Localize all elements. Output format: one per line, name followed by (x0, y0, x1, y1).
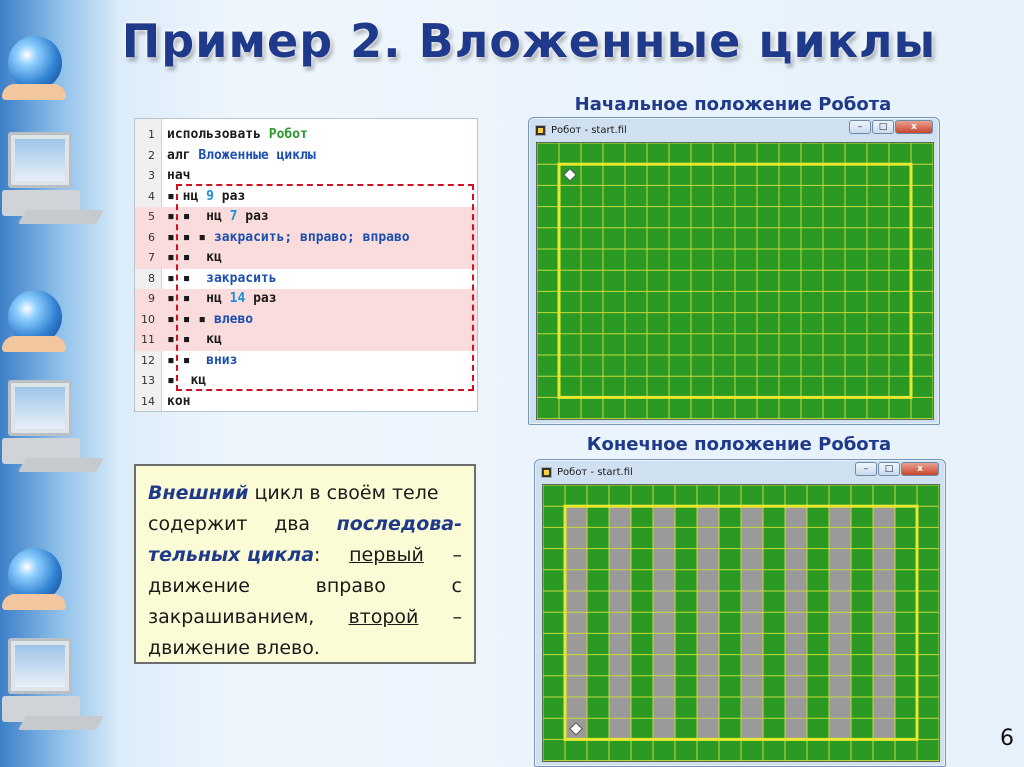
computer-icon (2, 124, 72, 224)
code-line (135, 392, 477, 413)
painted-cell (741, 676, 763, 697)
code-text (167, 289, 277, 310)
code-token: нач (167, 168, 191, 183)
code-token: ▪ ▪ нц (167, 291, 230, 306)
term-first: первый (349, 544, 424, 566)
line-number: 7 (148, 251, 155, 264)
painted-cell (653, 718, 675, 739)
painted-cell (741, 527, 763, 548)
code-token: раз (213, 188, 246, 204)
painted-cell (741, 718, 763, 739)
painted-cell (829, 718, 851, 739)
painted-cell (697, 633, 719, 654)
code-token: влево (213, 311, 254, 327)
code-token: использовать (167, 127, 269, 142)
painted-cell (653, 549, 675, 570)
code-text (167, 146, 316, 167)
line-number: 13 (141, 374, 155, 387)
code-text (167, 330, 222, 351)
painted-cell (653, 612, 675, 633)
painted-cell (785, 549, 807, 570)
painted-cell (785, 570, 807, 591)
painted-cell (653, 506, 675, 527)
text: два (274, 513, 311, 535)
code-text (167, 166, 190, 187)
term-sequential-2: тельных цикла (148, 544, 315, 566)
explanation-box (134, 464, 476, 664)
painted-cell (697, 591, 719, 612)
painted-cell (741, 549, 763, 570)
painted-cell (785, 697, 807, 718)
painted-cell (653, 633, 675, 654)
painted-cell (873, 676, 895, 697)
code-line (135, 146, 477, 167)
text: движение влево. (148, 637, 320, 659)
painted-cell (697, 570, 719, 591)
code-line (135, 166, 477, 187)
painted-cell (565, 612, 587, 633)
painted-cell (565, 633, 587, 654)
code-line (135, 269, 477, 290)
term-second: второй (348, 606, 419, 628)
text: – (452, 606, 462, 628)
code-line (135, 371, 477, 392)
painted-cell (785, 527, 807, 548)
line-number: 11 (141, 333, 155, 346)
line-number: 6 (148, 230, 155, 244)
painted-cell (873, 549, 895, 570)
painted-cell (741, 570, 763, 591)
painted-cell (829, 676, 851, 697)
hand-icon (2, 336, 66, 352)
code-text (167, 187, 245, 208)
code-token: ▪ (167, 188, 183, 204)
text: закрашиванием, (148, 606, 315, 628)
painted-cell (873, 506, 895, 527)
code-token: ▪ ▪ (167, 270, 207, 286)
painted-cell (741, 655, 763, 676)
minimize-button[interactable]: – (849, 120, 871, 134)
painted-cell (609, 633, 631, 654)
code-line (135, 228, 477, 249)
painted-cell (873, 527, 895, 548)
hand-icon (2, 594, 66, 610)
painted-cell (741, 612, 763, 633)
code-token: ▪ ▪ нц (167, 209, 230, 224)
code-token: Вложенные циклы (198, 147, 316, 163)
code-token: ▪ ▪ ▪ (167, 229, 214, 245)
text: : (314, 544, 321, 566)
painted-cell (697, 718, 719, 739)
painted-cell (565, 527, 587, 548)
code-text (167, 371, 206, 392)
painted-cell (829, 655, 851, 676)
painted-cell (565, 549, 587, 570)
code-token: раз (237, 209, 269, 224)
code-text (167, 248, 222, 269)
painted-cell (785, 591, 807, 612)
window-title-bar (535, 121, 627, 139)
line-number: 10 (141, 312, 155, 326)
painted-cell (873, 633, 895, 654)
code-text (167, 207, 269, 228)
painted-cell (829, 612, 851, 633)
painted-cell (741, 697, 763, 718)
slide-title: Пример 2. Вложенные циклы (121, 14, 937, 68)
line-number: 2 (148, 148, 155, 162)
painted-cell (609, 549, 631, 570)
painted-cell (873, 570, 895, 591)
painted-cell (565, 655, 587, 676)
hand-icon (2, 84, 66, 100)
code-line (135, 330, 477, 351)
globe-icon (8, 36, 62, 90)
painted-cell (609, 697, 631, 718)
window-title: Робот - start.fil (557, 466, 633, 478)
field-grid (537, 143, 933, 419)
code-line (135, 310, 477, 331)
painted-cell (785, 718, 807, 739)
painted-cell (873, 612, 895, 633)
painted-cell (829, 633, 851, 654)
code-listing (134, 118, 478, 412)
code-token: ▪ кц (167, 373, 207, 388)
window-controls (855, 462, 939, 476)
maximize-button[interactable]: □ (872, 120, 894, 134)
robot-app-icon (541, 467, 552, 478)
close-button[interactable]: x (895, 120, 933, 134)
code-token: алг (167, 147, 199, 163)
line-number: 1 (148, 128, 155, 141)
painted-cell (785, 676, 807, 697)
painted-cell (873, 655, 895, 676)
painted-cell (653, 591, 675, 612)
painted-cell (829, 697, 851, 718)
painted-cell (653, 655, 675, 676)
painted-cell (609, 527, 631, 548)
painted-cell (829, 527, 851, 548)
code-text (167, 351, 237, 372)
painted-cell (829, 549, 851, 570)
painted-cell (609, 655, 631, 676)
code-text (167, 228, 410, 249)
page-number: 6 (1000, 726, 1014, 751)
start-caption: Начальное положение Робота (574, 94, 892, 115)
painted-cell (829, 506, 851, 527)
painted-cell (609, 591, 631, 612)
field-grid (543, 485, 939, 761)
painted-cell (653, 697, 675, 718)
line-number: 12 (141, 353, 155, 367)
painted-cell (697, 612, 719, 633)
maximize-button[interactable]: □ (878, 462, 900, 476)
code-token: ▪ ▪ ▪ (167, 311, 214, 327)
painted-cell (609, 676, 631, 697)
code-token: ▪ ▪ (167, 352, 207, 368)
minimize-button[interactable]: – (855, 462, 877, 476)
painted-cell (785, 506, 807, 527)
text: с (451, 575, 462, 597)
code-token: закрасить; вправо; вправо (213, 229, 410, 245)
painted-cell (697, 549, 719, 570)
line-number: 3 (148, 169, 155, 182)
term-sequential: последова- (336, 513, 462, 535)
code-line (135, 187, 477, 208)
line-number: 5 (148, 210, 155, 223)
code-line (135, 351, 477, 372)
painted-cell (565, 676, 587, 697)
code-token: кон (167, 393, 191, 409)
painted-cell (565, 570, 587, 591)
line-number: 8 (148, 271, 155, 285)
painted-cell (697, 697, 719, 718)
window-controls (849, 120, 933, 134)
painted-cell (873, 591, 895, 612)
code-token: ▪ ▪ кц (167, 332, 222, 347)
term-outer: Внешний (148, 482, 249, 504)
robot-window-end (534, 459, 946, 767)
code-text (167, 269, 277, 290)
painted-cell (697, 655, 719, 676)
end-caption: Конечное положение Робота (586, 434, 892, 455)
code-text (167, 310, 253, 331)
painted-cell (609, 718, 631, 739)
text: – (452, 544, 462, 566)
painted-cell (829, 591, 851, 612)
code-token: ▪ ▪ кц (167, 250, 222, 265)
code-text (167, 125, 308, 146)
code-line (135, 289, 477, 310)
robot-field-end (542, 484, 940, 762)
painted-cell (653, 570, 675, 591)
close-button[interactable]: x (901, 462, 939, 476)
code-line (135, 207, 477, 228)
painted-cell (741, 506, 763, 527)
code-line (135, 125, 477, 146)
painted-cell (785, 633, 807, 654)
painted-cell (741, 591, 763, 612)
line-number: 14 (141, 394, 155, 408)
painted-cell (565, 506, 587, 527)
code-token: раз (245, 291, 277, 306)
computer-icon (2, 372, 72, 472)
code-line (135, 248, 477, 269)
code-token: закрасить (206, 270, 277, 286)
code-token: 9 (206, 188, 214, 204)
code-token: Робот (268, 127, 308, 142)
window-title: Робот - start.fil (551, 124, 627, 136)
code-text (167, 392, 190, 413)
painted-cell (697, 676, 719, 697)
painted-cell (785, 612, 807, 633)
painted-cell (609, 506, 631, 527)
text: вправо (315, 575, 386, 597)
line-number: 4 (148, 189, 155, 203)
painted-cell (609, 570, 631, 591)
robot-app-icon (535, 125, 546, 136)
window-title-bar (541, 463, 633, 481)
painted-cell (697, 506, 719, 527)
decorative-sidebar (0, 0, 112, 767)
robot-window-start (528, 117, 940, 425)
line-number: 9 (148, 292, 155, 305)
code-token: нц (182, 188, 207, 204)
code-token: 14 (229, 291, 246, 306)
robot-field-start (536, 142, 934, 420)
painted-cell (609, 612, 631, 633)
painted-cell (565, 591, 587, 612)
painted-cell (741, 633, 763, 654)
painted-cell (697, 527, 719, 548)
text: цикл в своём теле (254, 482, 439, 504)
code-token: 7 (229, 209, 238, 224)
painted-cell (873, 697, 895, 718)
code-token: вниз (206, 352, 238, 368)
computer-icon (2, 630, 72, 730)
text: содержит (148, 513, 248, 535)
painted-cell (653, 527, 675, 548)
painted-cell (565, 697, 587, 718)
painted-cell (829, 570, 851, 591)
painted-cell (785, 655, 807, 676)
painted-cell (873, 718, 895, 739)
painted-cell (653, 676, 675, 697)
text: движение (148, 575, 250, 597)
